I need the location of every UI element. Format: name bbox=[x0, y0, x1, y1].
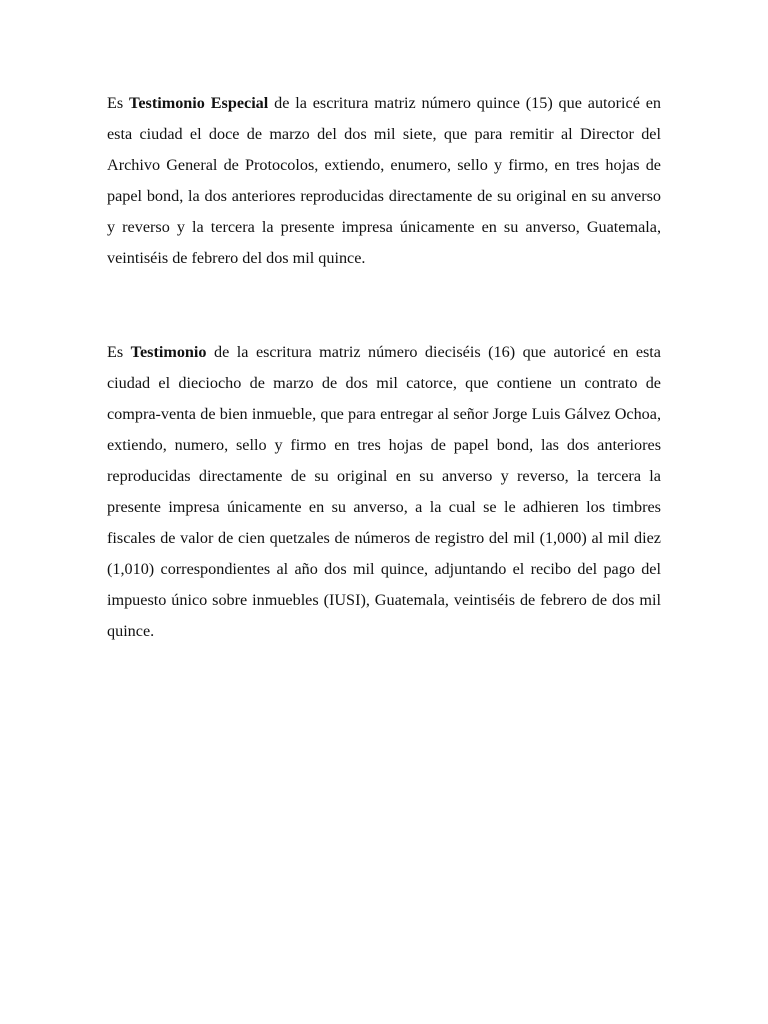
paragraph-lead: Es bbox=[107, 94, 130, 112]
paragraph-bold-title: Testimonio Especial bbox=[129, 94, 269, 112]
paragraph-body: de la escritura matriz número quince (15) que autoricé en esta ciudad el doce de marzo del dos mil siete, que para remitir al Director del Archivo General de Protocolos, extiendo, enumero, sello y firmo, en tres hojas de papel bond, la dos anteriores reproducidas directamente de su original en su anverso y reverso y la tercera la presente impresa únicamente en su anverso, Guatemala, veintiséis de febrero del dos mil quince. bbox=[107, 94, 662, 267]
paragraph-lead: Es bbox=[107, 343, 131, 361]
paragraph-bold-title: Testimonio bbox=[130, 343, 207, 361]
paragraph-body: de la escritura matriz número dieciséis (16) que autoricé en esta ciudad el dieciocho de marzo de dos mil catorce, que contiene un contrato de compra-venta de bien inmueble, que para entregar al señor Jorge Luis Gálvez Ochoa, extiendo, numero, sello y firmo en tres hojas de papel bond, las dos anteriores reproducidas directamente de su original en su anverso y reverso, la tercera la presente impresa únicamente en su anverso, a la cual se le adhieren los timbres fiscales de valor de cien quetzales de números de registro del mil (1,000) al mil diez (1,010) correspondientes al año dos mil quince, adjuntando el recibo del pago del impuesto único sobre inmuebles (IUSI), Guatemala, veintiséis de febrero de dos mil quince. bbox=[107, 343, 661, 640]
paragraph-testimonio bbox=[107, 337, 661, 647]
paragraph-testimonio-especial bbox=[107, 88, 661, 274]
